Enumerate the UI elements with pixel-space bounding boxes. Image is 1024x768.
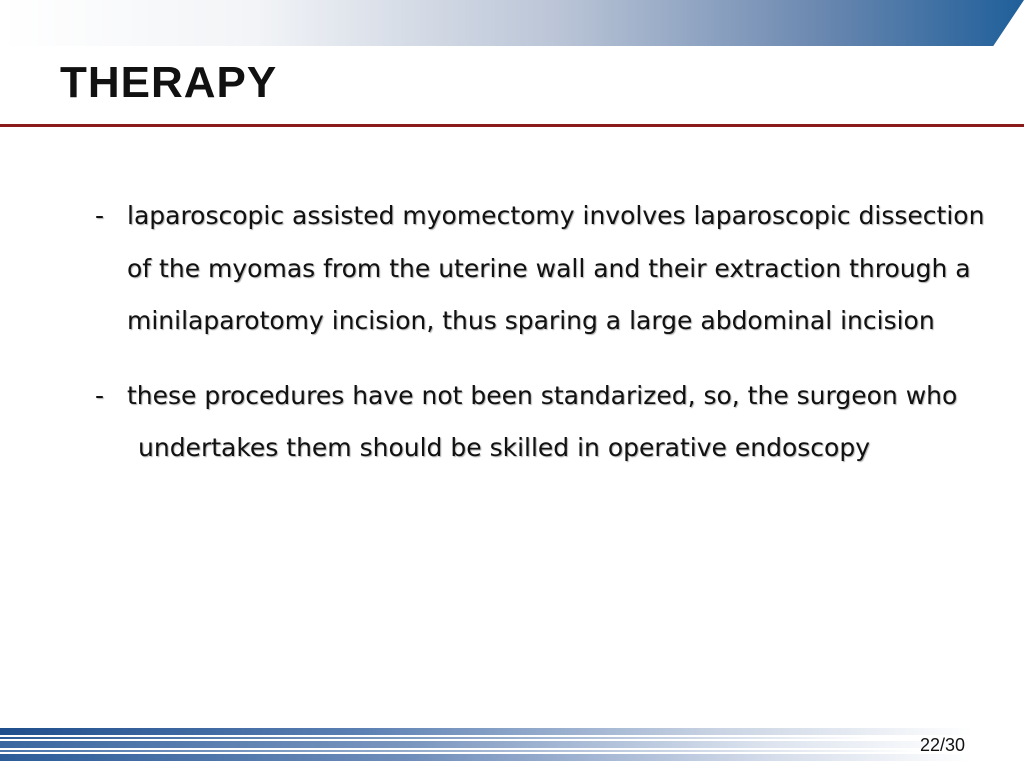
footer-stripe (0, 754, 1024, 761)
title-divider (0, 124, 1024, 127)
bullet-item (95, 370, 985, 475)
bullet-text: laparoscopic assisted myomectomy involves laparoscopic dissection of the myomas from the uterine wall and their extraction through a minilaparotomy incision, thus sparing a large abdominal incision (127, 201, 985, 335)
bullet-marker: - (95, 380, 105, 410)
slide-title: THERAPY (60, 58, 278, 107)
footer-stripe (0, 737, 1024, 739)
footer-stripe (0, 741, 1024, 748)
bullet-list (95, 190, 985, 475)
bullet-marker: - (95, 201, 105, 230)
footer-stripes (0, 728, 1024, 762)
footer-stripe (0, 750, 1024, 752)
bullet-text: these procedures have not been standarized, so, the surgeon who undertakes them should be skilled in operative endoscopy (127, 380, 958, 462)
footer-stripe (0, 728, 1024, 735)
header-banner (0, 0, 1024, 46)
page-number: 22/30 (920, 735, 966, 755)
bullet-item (95, 190, 985, 348)
